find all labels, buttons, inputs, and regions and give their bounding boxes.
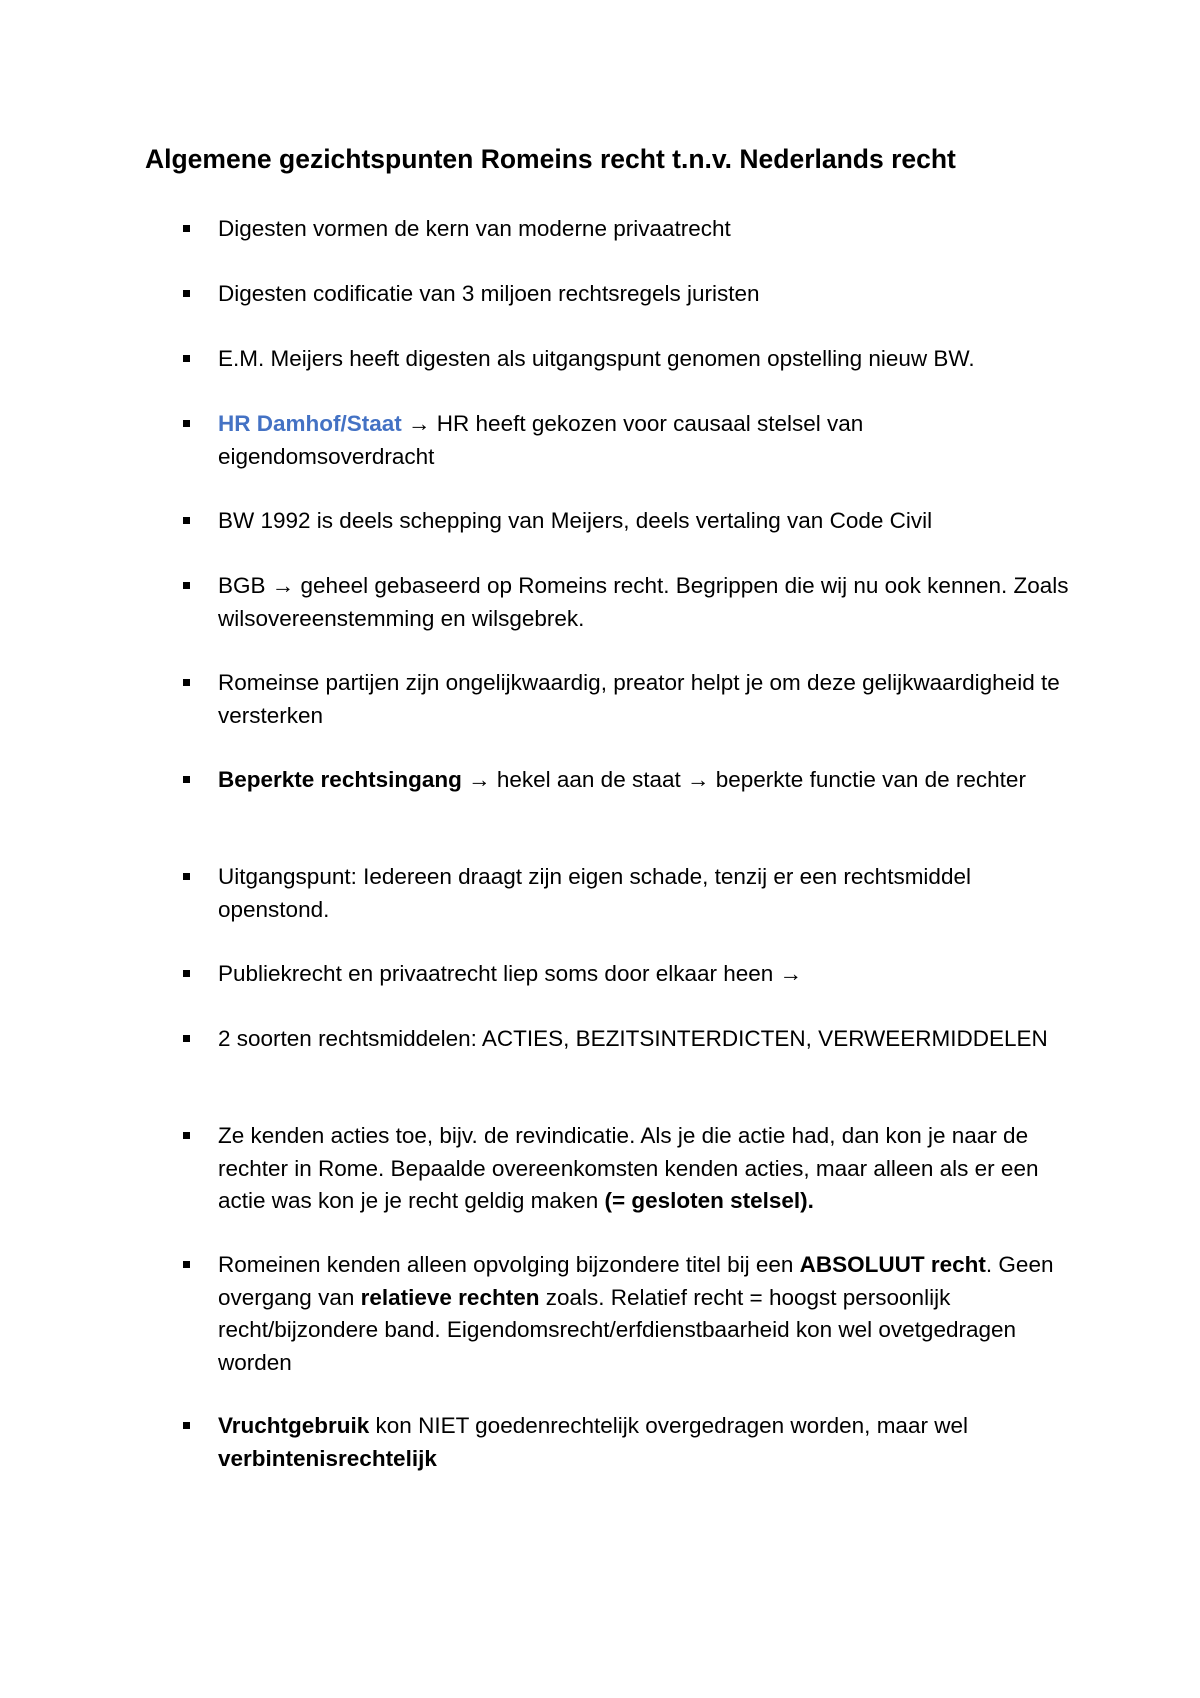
bold-text: Vruchtgebruik <box>218 1413 370 1438</box>
case-reference-link[interactable]: HR Damhof/Staat <box>218 411 402 436</box>
bold-text: (= gesloten stelsel). <box>604 1188 814 1213</box>
text-segment: Digesten vormen de kern van moderne privaatrecht <box>218 216 731 241</box>
text-segment: BGB <box>218 573 272 598</box>
arrow-right-icon: → <box>687 767 710 792</box>
text-segment: Romeinen kenden alleen opvolging bijzondere titel bij een <box>218 1252 800 1277</box>
list-item-text <box>218 1410 1078 1475</box>
text-segment: Ze kenden acties toe, bijv. de revindicatie. Als je die actie had, dan kon je naar de rechter in Rome. Bepaalde overeenkomsten kenden acties, maar alleen als er een actie was kon je je recht geldig maken <box>218 1123 1039 1213</box>
text-segment: hekel aan de staat <box>490 767 687 792</box>
square-bullet-icon <box>183 517 190 524</box>
arrow-right-icon: → <box>408 411 431 436</box>
list-item-text <box>218 343 1078 376</box>
text-segment: Uitgangspunt: Iedereen draagt zijn eigen schade, tenzij er een rechtsmiddel openstond. <box>218 864 971 922</box>
document-title: Algemene gezichtspunten Romeins recht t.n.v. Nederlands recht <box>145 144 956 174</box>
square-bullet-icon <box>183 225 190 232</box>
text-segment: geheel gebaseerd op Romeins recht. Begrippen die wij nu ook kennen. Zoals wilsovereenstemming en wilsgebrek. <box>218 573 1069 631</box>
square-bullet-icon <box>183 970 190 977</box>
square-bullet-icon <box>183 420 190 427</box>
list-item-text <box>218 570 1078 635</box>
list-item-text <box>218 1023 1078 1056</box>
list-item-text <box>218 213 1078 246</box>
arrow-right-icon: → <box>468 767 491 792</box>
list-item-text <box>218 764 1078 797</box>
square-bullet-icon <box>183 776 190 783</box>
text-segment: Digesten codificatie van 3 miljoen rechtsregels juristen <box>218 281 760 306</box>
list-item-text <box>218 667 1078 732</box>
text-segment: zoals. Relatief recht = hoogst persoonlijk recht/bijzondere band. Eigendomsrecht/erfdienstbaarheid kon wel ovetgedragen worden <box>218 1284 1017 1375</box>
bold-text: Beperkte rechtsingang <box>218 767 462 792</box>
text-segment: 2 soorten rechtsmiddelen: ACTIES, BEZITSINTERDICTEN, VERWEERMIDDELEN <box>218 1026 1048 1051</box>
text-segment: Publiekrecht en privaatrecht liep soms door elkaar heen <box>218 961 780 986</box>
square-bullet-icon <box>183 679 190 686</box>
arrow-right-icon: → <box>779 961 803 986</box>
square-bullet-icon <box>183 1422 190 1429</box>
list-item-text <box>218 1120 1078 1218</box>
square-bullet-icon <box>183 582 190 589</box>
square-bullet-icon <box>183 1035 190 1042</box>
list-item-text <box>218 278 1078 311</box>
square-bullet-icon <box>183 355 190 362</box>
list-item-text <box>218 1249 1078 1379</box>
list-item-text <box>218 861 1078 926</box>
bold-text: verbintenisrechtelijk <box>218 1445 437 1471</box>
bold-text: relatieve rechten <box>360 1284 540 1310</box>
list-item-text <box>218 505 1078 538</box>
text-segment: beperkte functie van de rechter <box>709 767 1026 792</box>
list-item-text <box>218 408 1078 473</box>
list-item-text <box>218 958 1078 991</box>
text-segment: Romeinse partijen zijn ongelijkwaardig, preator helpt je om deze gelijkwaardigheid te versterken <box>218 670 1060 728</box>
bold-text: ABSOLUUT recht <box>799 1252 986 1277</box>
text-segment: . Geen overgang van <box>218 1252 1054 1310</box>
text-segment: BW 1992 is deels schepping van Meijers, deels vertaling van Code Civil <box>218 508 933 533</box>
square-bullet-icon <box>183 290 190 297</box>
text-segment: kon NIET goedenrechtelijk overgedragen worden, maar wel <box>369 1413 968 1438</box>
square-bullet-icon <box>183 1261 190 1268</box>
arrow-right-icon: → <box>271 573 295 598</box>
square-bullet-icon <box>183 1132 190 1139</box>
square-bullet-icon <box>183 873 190 880</box>
text-segment: HR heeft gekozen voor causaal stelsel van eigendomsoverdracht <box>218 411 864 469</box>
text-segment: E.M. Meijers heeft digesten als uitgangspunt genomen opstelling nieuw BW. <box>218 346 975 371</box>
